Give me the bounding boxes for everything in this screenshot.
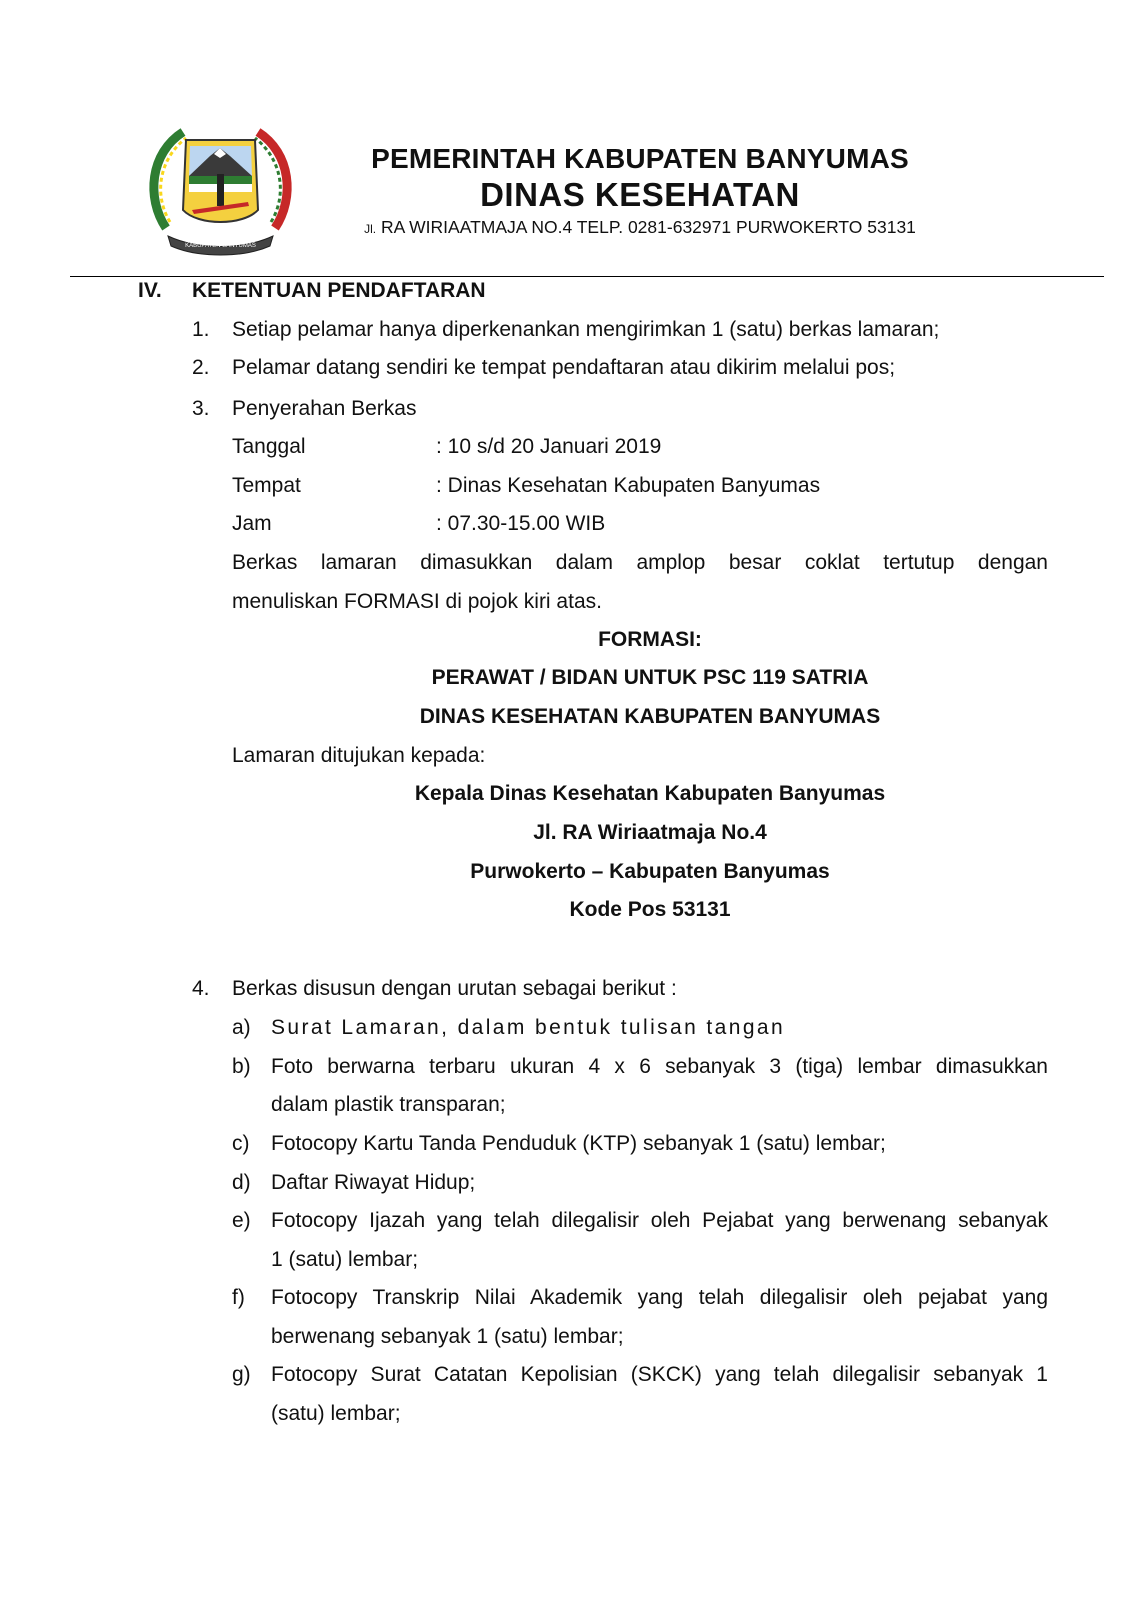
doc-c-text: Fotocopy Kartu Tanda Penduduk (KTP) sebanyak 1 (satu) lembar; bbox=[271, 1132, 886, 1155]
doc-d-letter: d) bbox=[232, 1171, 251, 1194]
item-2-number: 2. bbox=[192, 356, 210, 379]
section-title: KETENTUAN PENDAFTARAN bbox=[192, 279, 486, 302]
doc-g-text-line-1: Fotocopy Surat Catatan Kepolisian (SKCK) yang telah dilegalisir sebanyak 1 bbox=[271, 1363, 1048, 1386]
recipient-line-2: Jl. RA Wiriaatmaja No.4 bbox=[533, 821, 767, 844]
doc-e-text-line-2: 1 (satu) lembar; bbox=[271, 1248, 419, 1271]
doc-b-text-line-2: dalam plastik transparan; bbox=[271, 1093, 506, 1116]
submission-label-time: Jam bbox=[232, 512, 272, 535]
doc-d-text: Daftar Riwayat Hidup; bbox=[271, 1171, 476, 1194]
doc-g-letter: g) bbox=[232, 1363, 251, 1386]
item-1-text: Setiap pelamar hanya diperkenankan mengirimkan 1 (satu) berkas lamaran; bbox=[232, 318, 940, 341]
section-numeral: IV. bbox=[138, 279, 162, 302]
submission-label-place: Tempat bbox=[232, 474, 301, 497]
formasi-heading: FORMASI: bbox=[598, 628, 702, 651]
doc-e-text-line-1: Fotocopy Ijazah yang telah dilegalisir oleh Pejabat yang berwenang sebanyak bbox=[271, 1209, 1048, 1232]
item-1-number: 1. bbox=[192, 318, 210, 341]
formasi-line-2: DINAS KESEHATAN KABUPATEN BANYUMAS bbox=[419, 705, 881, 728]
doc-g-text-line-2: (satu) lembar; bbox=[271, 1402, 401, 1425]
address-prefix: Jl. bbox=[364, 222, 377, 236]
logo-ribbon-text: KABUPATEN BANYUMAS bbox=[185, 243, 256, 249]
doc-a-text: Surat Lamaran, dalam bentuk tulisan tangan bbox=[271, 1016, 786, 1039]
recipient-intro: Lamaran ditujukan kepada: bbox=[232, 744, 486, 767]
address-text: RA WIRIAATMAJA NO.4 TELP. 0281-632971 PURWOKERTO 53131 bbox=[380, 217, 916, 237]
item-3-text: Penyerahan Berkas bbox=[232, 397, 417, 420]
item-4-number: 4. bbox=[192, 977, 210, 1000]
doc-f-text-line-1: Fotocopy Transkrip Nilai Akademik yang telah dilegalisir oleh pejabat yang bbox=[271, 1286, 1048, 1309]
agency-address bbox=[340, 217, 940, 238]
doc-e-letter: e) bbox=[232, 1209, 251, 1232]
submission-value-time: : 07.30-15.00 WIB bbox=[436, 512, 606, 535]
doc-f-text-line-2: berwenang sebanyak 1 (satu) lembar; bbox=[271, 1325, 624, 1348]
recipient-line-4: Kode Pos 53131 bbox=[569, 898, 731, 921]
submission-value-date: : 10 s/d 20 Januari 2019 bbox=[436, 435, 662, 458]
recipient-line-3: Purwokerto – Kabupaten Banyumas bbox=[470, 860, 830, 883]
submission-note-line-2: menuliskan FORMASI di pojok kiri atas. bbox=[232, 590, 602, 613]
doc-c-letter: c) bbox=[232, 1132, 250, 1155]
doc-b-letter: b) bbox=[232, 1055, 251, 1078]
agency-name: DINAS KESEHATAN bbox=[480, 176, 800, 213]
formasi-line-1: PERAWAT / BIDAN UNTUK PSC 119 SATRIA bbox=[431, 666, 869, 689]
item-3-number: 3. bbox=[192, 397, 210, 420]
government-name: PEMERINTAH KABUPATEN BANYUMAS bbox=[371, 143, 909, 174]
submission-note-line-1: Berkas lamaran dimasukkan dalam amplop besar coklat tertutup dengan bbox=[232, 551, 1048, 574]
doc-a-letter: a) bbox=[232, 1016, 251, 1039]
letterhead-divider bbox=[70, 276, 1104, 277]
banyumas-crest-logo bbox=[148, 118, 293, 258]
submission-label-date: Tanggal bbox=[232, 435, 306, 458]
doc-f-letter: f) bbox=[232, 1286, 245, 1309]
submission-value-place: : Dinas Kesehatan Kabupaten Banyumas bbox=[436, 474, 821, 497]
item-2-text: Pelamar datang sendiri ke tempat pendaftaran atau dikirim melalui pos; bbox=[232, 356, 896, 379]
doc-b-text-line-1: Foto berwarna terbaru ukuran 4 x 6 sebanyak 3 (tiga) lembar dimasukkan bbox=[271, 1055, 1048, 1078]
recipient-line-1: Kepala Dinas Kesehatan Kabupaten Banyumas bbox=[414, 782, 886, 805]
item-4-text: Berkas disusun dengan urutan sebagai berikut : bbox=[232, 977, 677, 1000]
